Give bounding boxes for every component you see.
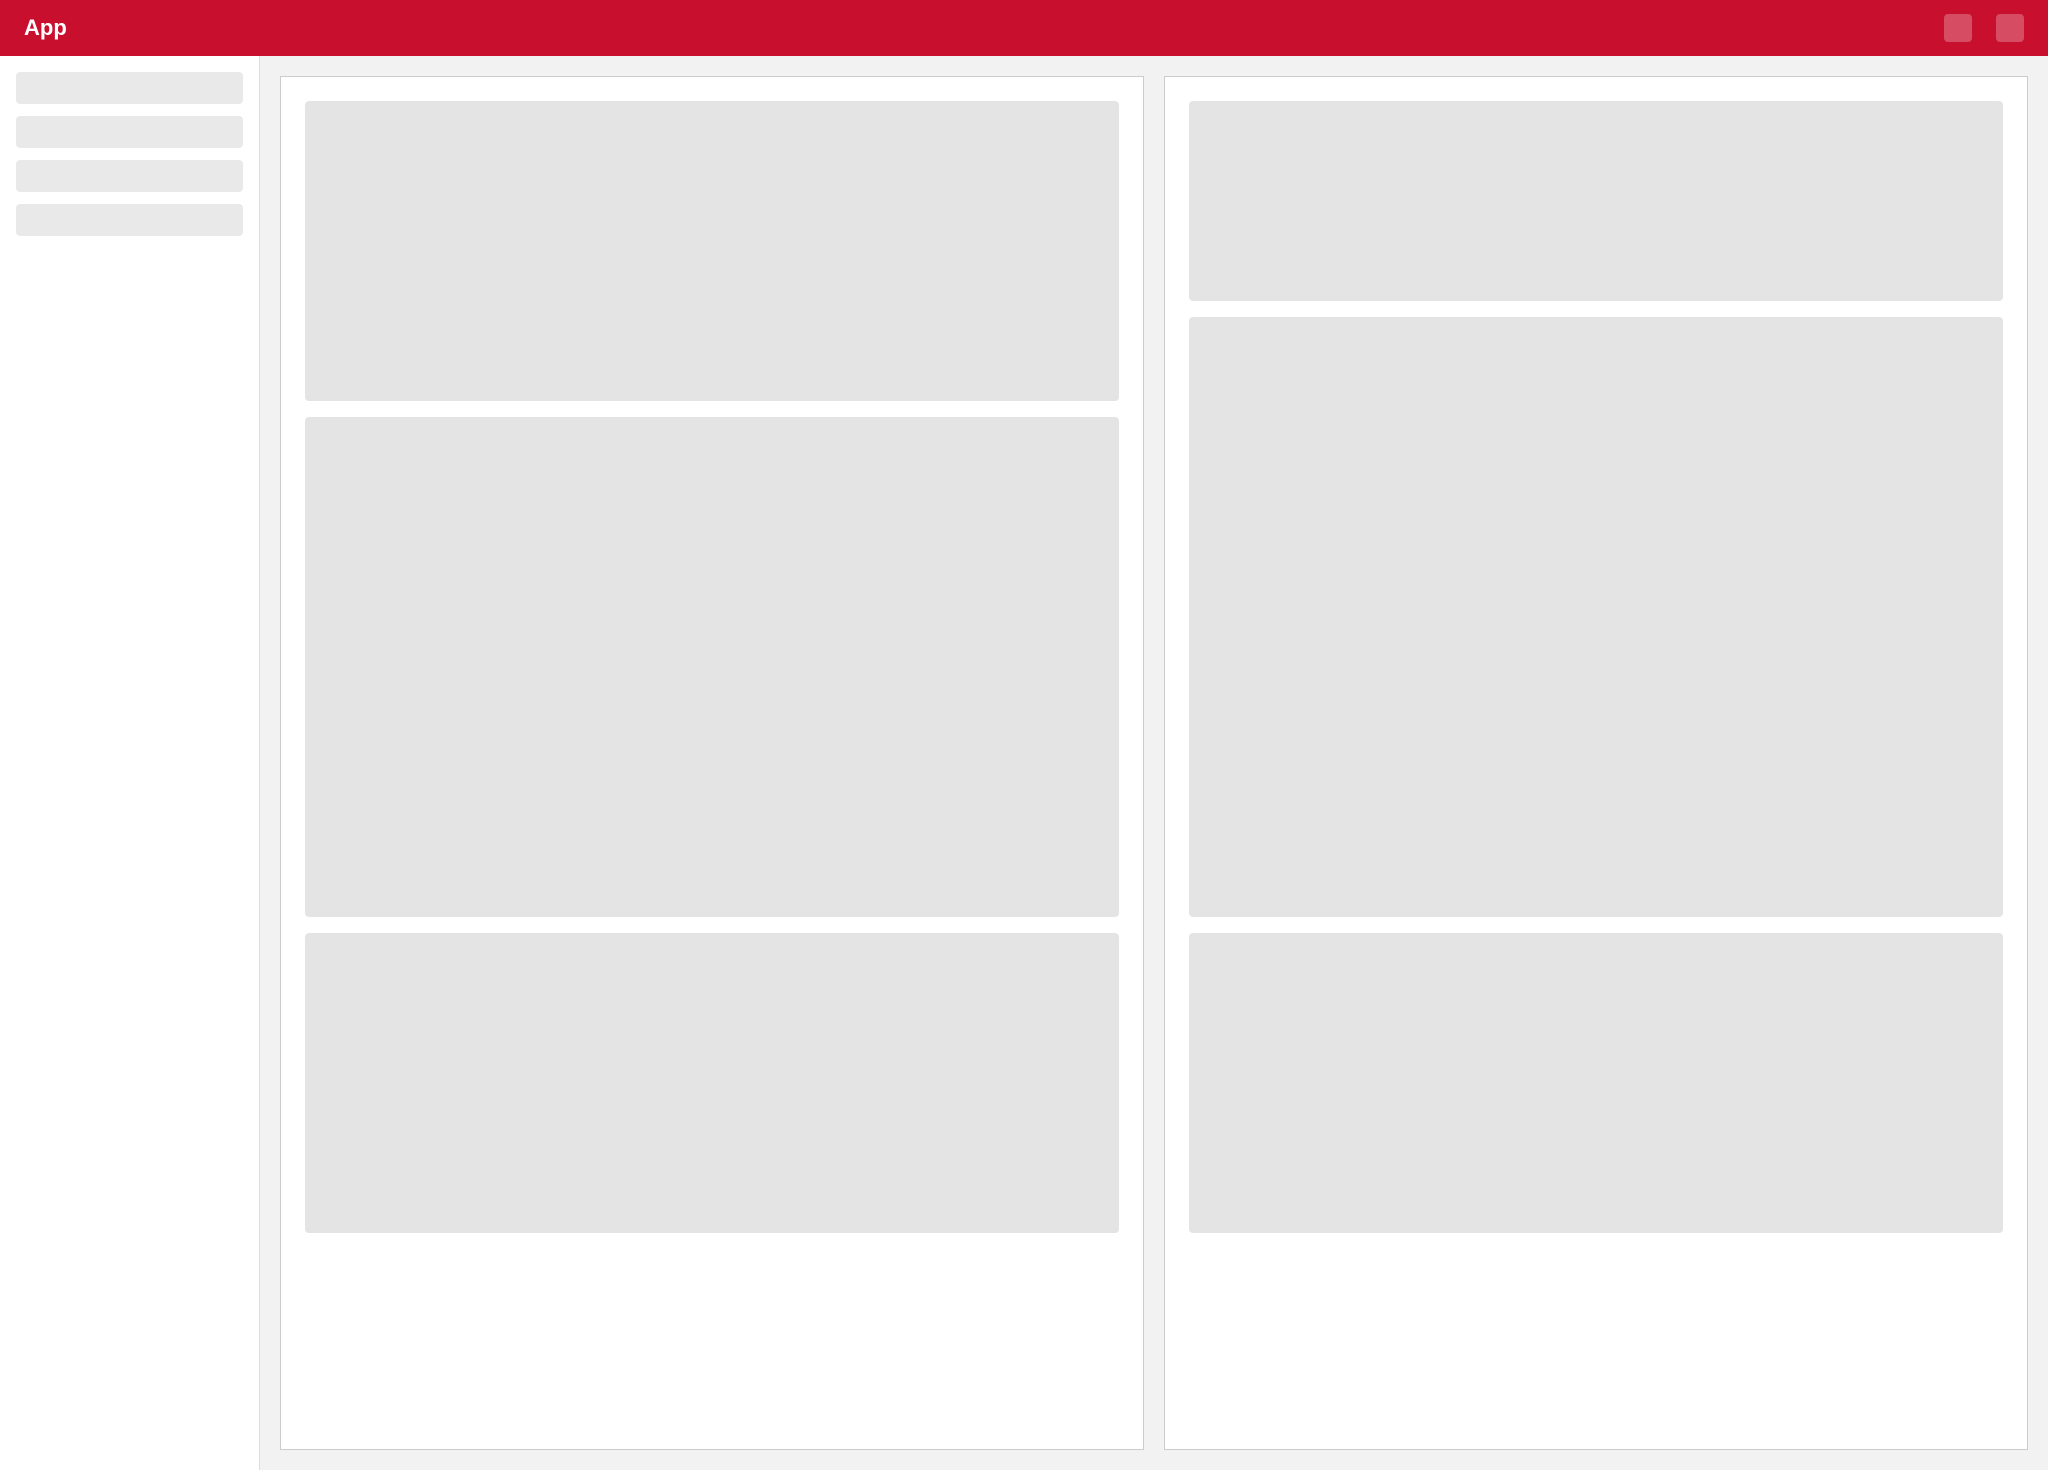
top-bar xyxy=(0,0,2048,56)
page-left xyxy=(280,76,1144,1450)
app-title: App xyxy=(24,15,67,40)
search-icon[interactable] xyxy=(1944,14,1972,42)
menu-icon[interactable] xyxy=(1996,14,2024,42)
sidebar-item[interactable] xyxy=(16,204,243,236)
content-block xyxy=(305,417,1119,917)
page-right xyxy=(1164,76,2028,1450)
sidebar-item[interactable] xyxy=(16,116,243,148)
layout xyxy=(0,56,2048,1470)
content-block xyxy=(1189,933,2003,1233)
main-content xyxy=(260,56,2048,1470)
sidebar-item[interactable] xyxy=(16,160,243,192)
content-block xyxy=(1189,101,2003,301)
content-block xyxy=(1189,317,2003,917)
content-block xyxy=(305,933,1119,1233)
sidebar-item[interactable] xyxy=(16,72,243,104)
content-block xyxy=(305,101,1119,401)
sidebar xyxy=(0,56,260,1470)
